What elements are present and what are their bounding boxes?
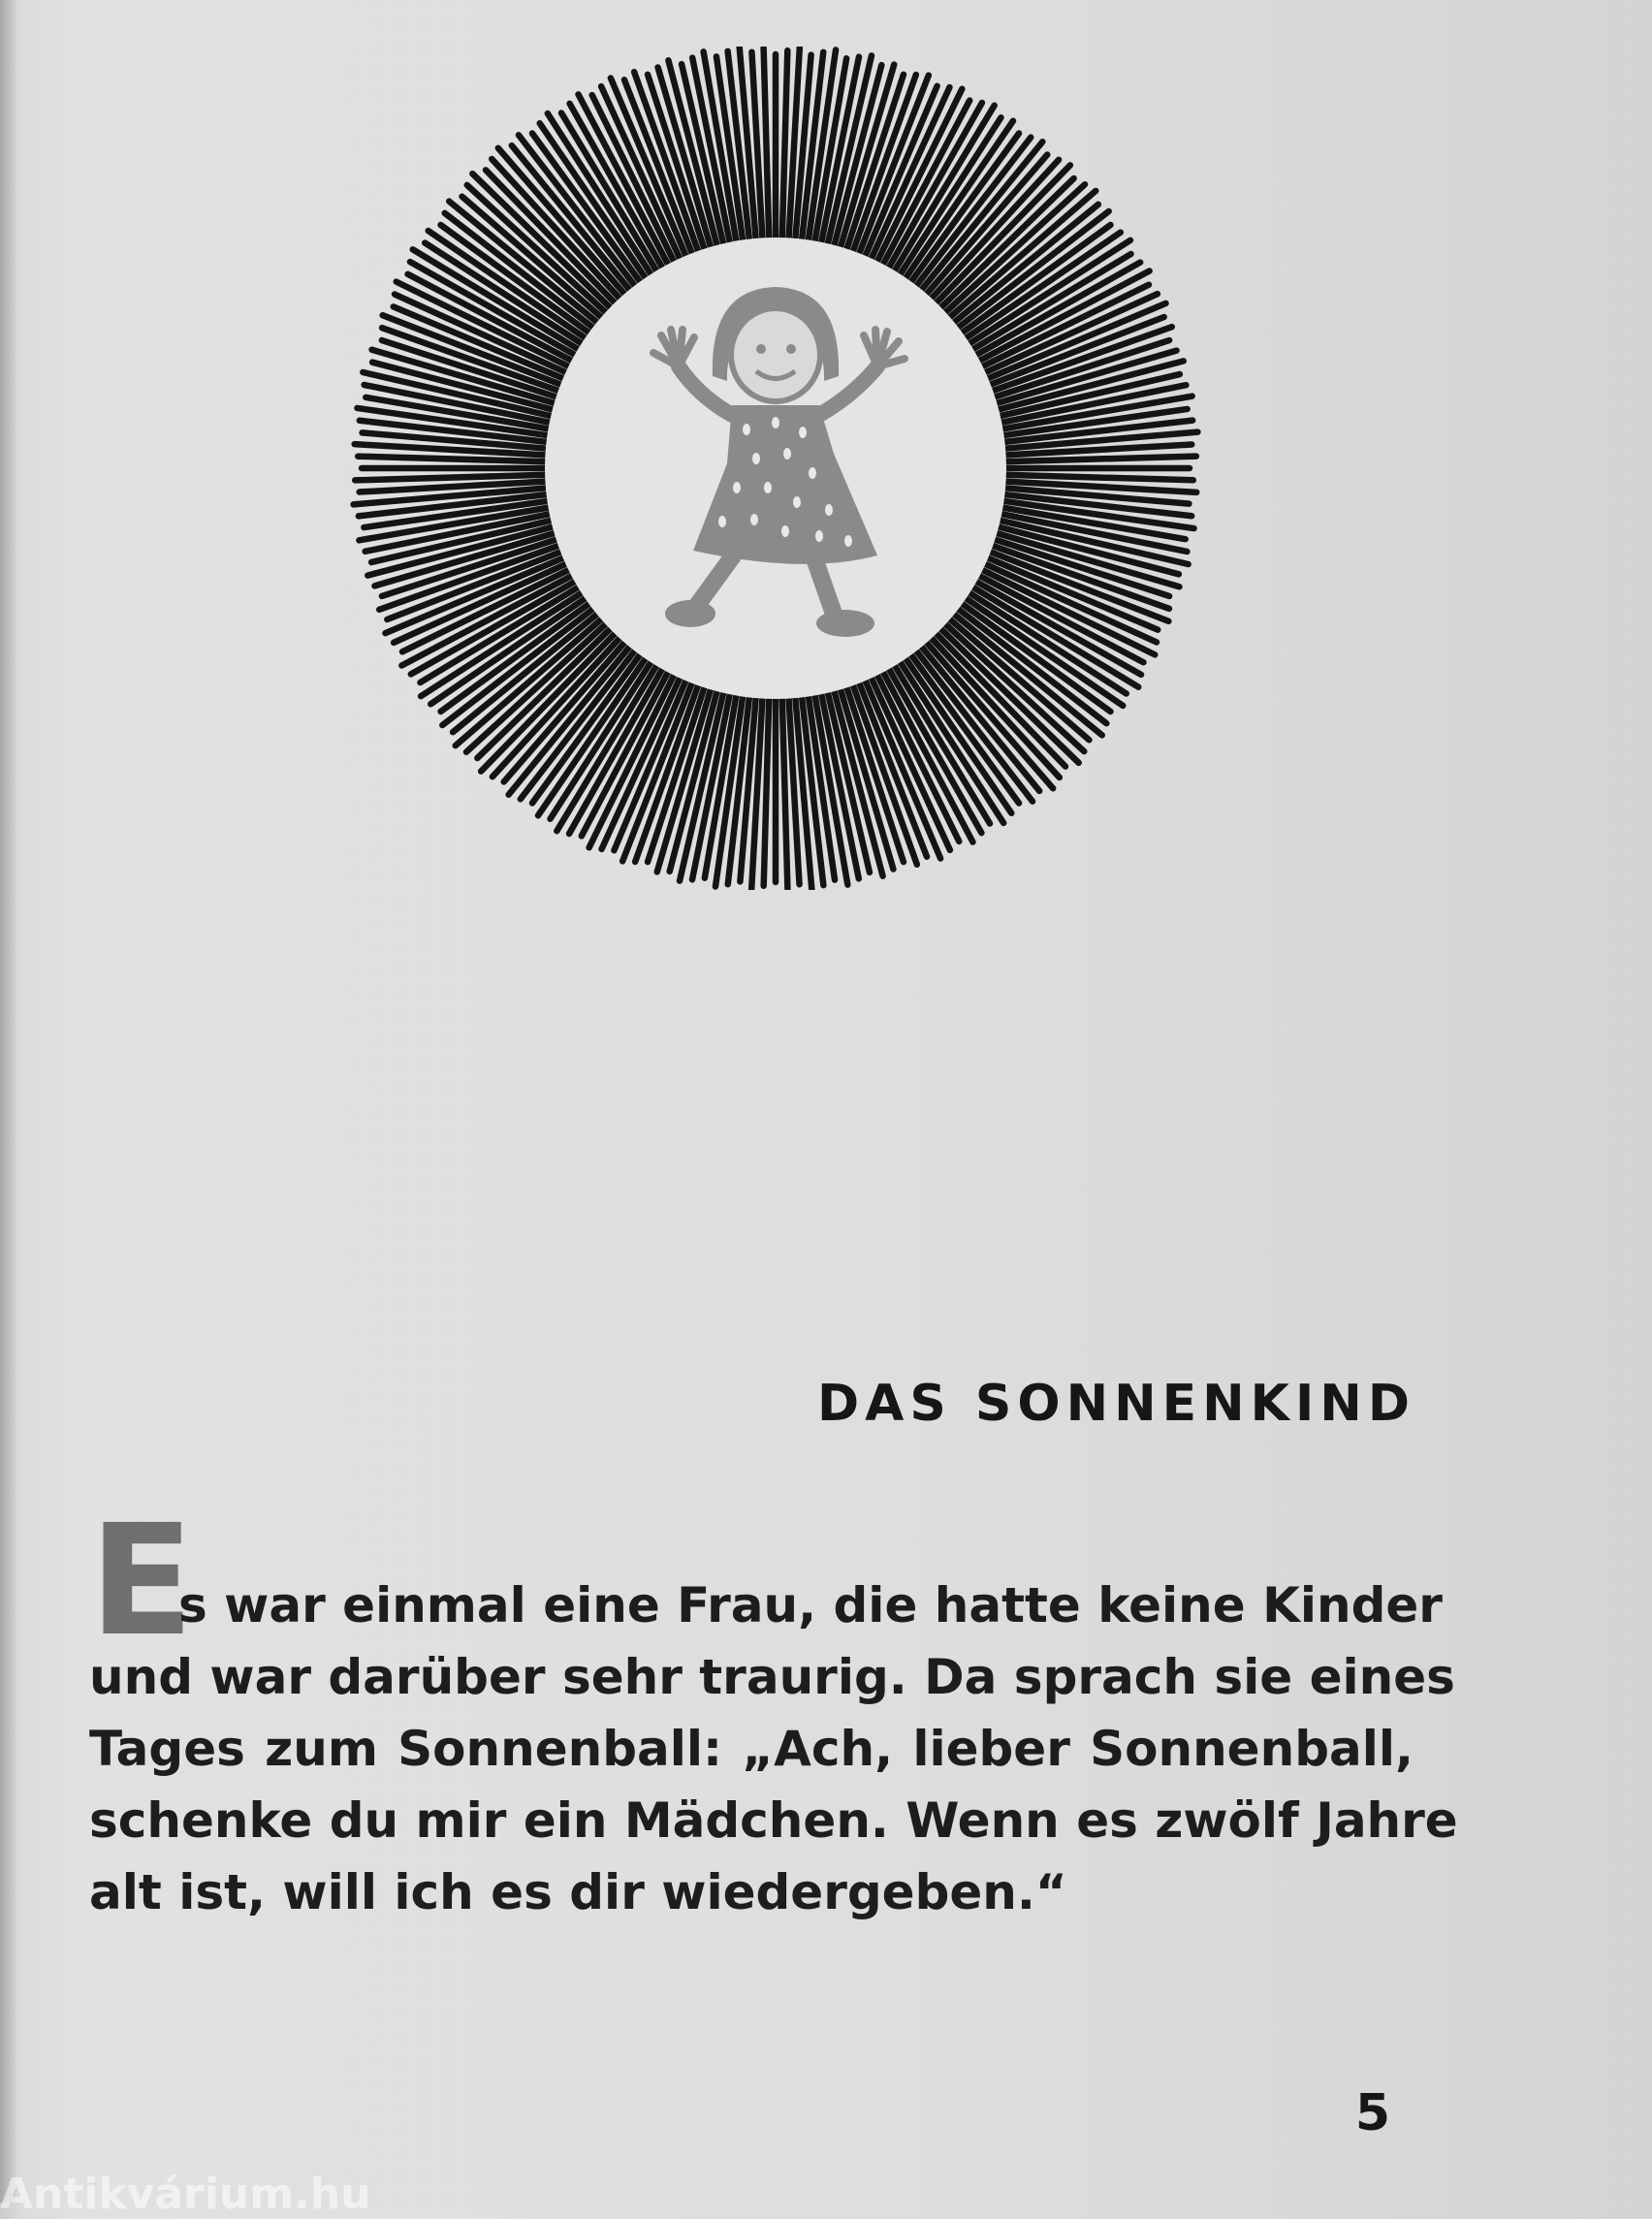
story-line-3: Tages zum Sonnenball: „Ach, lieber Sonnenball,: [89, 1721, 1414, 1777]
sun-child-illustration: [349, 47, 1202, 890]
dress-dot: [783, 448, 791, 460]
dress-dot: [718, 516, 726, 527]
story-title: DAS SONNENKIND: [816, 1375, 1415, 1433]
story-line-4: schenke du mir ein Mädchen. Wenn es zwölf Jahre: [89, 1792, 1458, 1849]
page-number: 5: [1354, 2084, 1390, 2142]
sun-ray: [358, 457, 547, 462]
dress-dot: [772, 417, 779, 428]
sun-ray: [1004, 475, 1193, 481]
page-edge: [0, 0, 16, 2203]
sun-ray: [782, 50, 788, 239]
dress-dot: [733, 482, 741, 493]
watermark: Antikvárium.hu: [0, 2170, 371, 2219]
dress-dot: [809, 467, 816, 479]
sun-ray: [764, 48, 770, 239]
dress-dot: [743, 424, 750, 435]
dress-dot: [825, 504, 833, 516]
dress-dot: [844, 535, 852, 547]
drop-cap: E: [89, 1492, 194, 1670]
story-text: [89, 1492, 1458, 1954]
sun-ray: [782, 697, 788, 889]
sun-ray: [355, 475, 547, 481]
story-line-1: s war einmal eine Frau, die hatte keine Kinder: [178, 1577, 1443, 1633]
sun-child-woodcut-icon: [349, 47, 1202, 890]
dress-dot: [781, 525, 789, 537]
dress-dot: [750, 514, 758, 525]
story-line-5: alt ist, will ich es dir wiedergeben.“: [89, 1864, 1067, 1920]
story-line-2: und war darüber sehr traurig. Da sprach sie eines: [89, 1649, 1455, 1705]
dress-dot: [799, 427, 807, 438]
sun-ray: [1004, 457, 1196, 462]
dress-dot: [752, 453, 760, 464]
dress-dot: [793, 496, 801, 508]
dress-dot: [764, 482, 772, 493]
sun-ray: [764, 697, 770, 886]
dress-dot: [815, 530, 823, 542]
